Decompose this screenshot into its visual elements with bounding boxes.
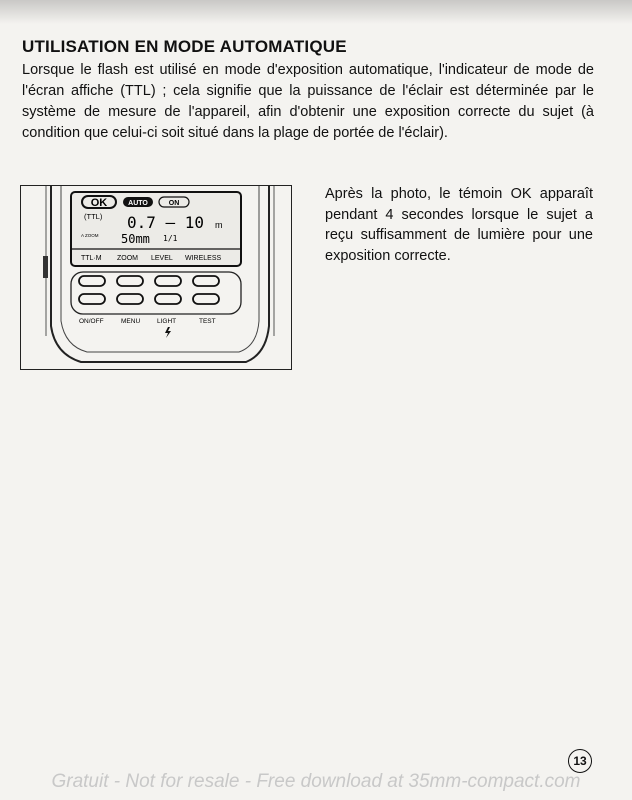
zoom-button[interactable]	[117, 276, 143, 286]
auto-label: AUTO	[128, 200, 148, 207]
wireless-label: WIRELESS	[185, 255, 222, 262]
flash-panel-illustration	[20, 185, 292, 370]
wireless-button[interactable]	[193, 276, 219, 286]
on-label: ON	[168, 200, 180, 207]
range-unit: m	[215, 220, 223, 230]
scan-top-band	[0, 0, 632, 24]
ok-indicator-paragraph: Après la photo, le témoin OK apparaît pendant 4 secondes lorsque le sujet a reçu suffisamment de lumière pour une exposition correcte.	[325, 186, 593, 264]
page-number: 13	[568, 749, 592, 773]
light-button[interactable]	[155, 294, 181, 304]
range-readout: 0.7 – 10	[127, 213, 205, 232]
ttlm-button[interactable]	[79, 276, 105, 286]
zoom-label: ZOOM	[117, 255, 138, 262]
zoom-readout: 50mm	[121, 232, 150, 246]
light-label: LIGHT	[157, 318, 177, 325]
menu-button[interactable]	[117, 294, 143, 304]
ttlm-label: TTL·M	[81, 255, 102, 262]
flash-panel-drawing	[21, 186, 291, 369]
watermark: Gratuit - Not for resale - Free download at 35mm-compact.com	[51, 771, 581, 792]
onoff-label: ON/OFF	[79, 318, 104, 325]
section-heading: UTILISATION EN MODE AUTOMATIQUE	[22, 37, 347, 56]
menu-label: MENU	[121, 318, 141, 325]
ok-label: OK	[90, 197, 108, 209]
intro-paragraph: Lorsque le flash est utilisé en mode d'exposition automatique, l'indicateur de mode de l'écran affiche (TTL) ; cela signifie que la puissance de l'éclair est déterminée par le système de mesure de l'appareil, afin d'obtenir une exposition correcte du sujet (à condition que celui-ci soit situé dans la plage de portée de l'éclair).	[22, 62, 594, 141]
onoff-button[interactable]	[79, 294, 105, 304]
lightning-icon	[165, 327, 171, 338]
test-label: TEST	[199, 318, 216, 325]
ratio-readout: 1/1	[163, 234, 178, 243]
ttl-indicator: (TTL)	[84, 212, 103, 221]
azoom-label: A ZOOM	[81, 233, 99, 238]
test-button[interactable]	[193, 294, 219, 304]
level-label: LEVEL	[151, 255, 173, 262]
level-button[interactable]	[155, 276, 181, 286]
